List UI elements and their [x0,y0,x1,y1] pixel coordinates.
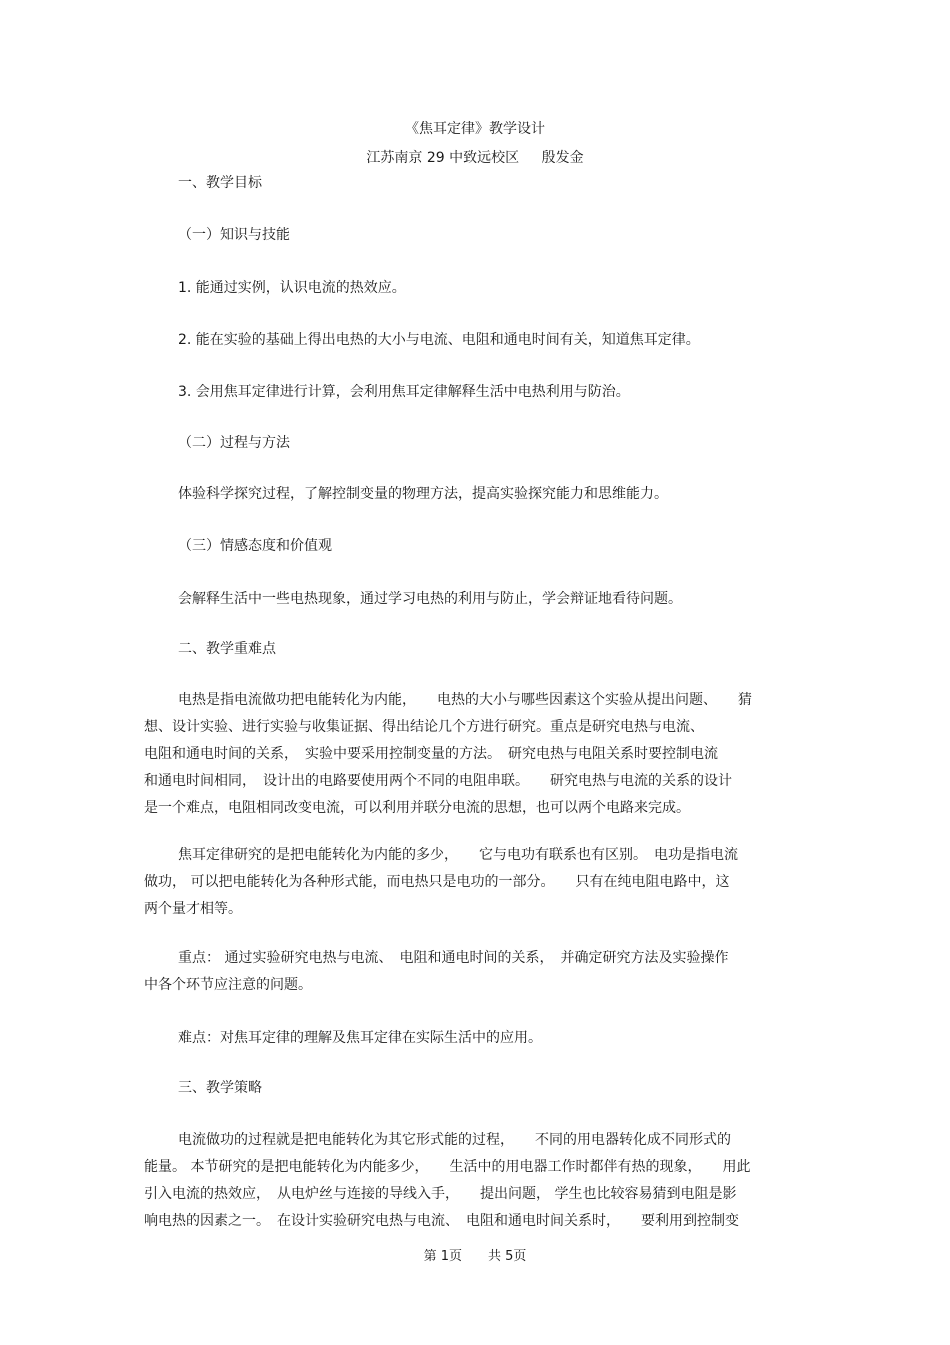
paragraph-line: 是一个难点，电阻相同改变电流，可以利用并联分电流的思想，也可以两个电路来完成。 [144,800,690,816]
section-heading-strategy: 三、教学策略 [178,1080,262,1096]
objective-item-3: 3. 会用焦耳定律进行计算，会利用焦耳定律解释生活中电热利用与防治。 [178,384,630,400]
objective-item-1: 1. 能通过实例，认识电流的热效应。 [178,280,406,296]
paragraph-line: 能量。 本节研究的是把电能转化为内能多少， 生活中的用电器工作时都伴有热的现象， 用此 [144,1159,751,1175]
paragraph-line: 想、设计实验、进行实验与收集证据、得出结论几个方进行研究。重点是研究电热与电流、 [144,719,704,735]
paragraph-line: 和通电时间相同， 设计出的电路要使用两个不同的电阻串联。 研究电热与电流的关系的设计 [144,773,732,789]
author-name: 殷发金 [541,150,584,166]
section-heading-objectives: 一、教学目标 [178,175,262,191]
subheading-attitude: （三）情感态度和价值观 [178,538,332,554]
objective-item-2: 2. 能在实验的基础上得出电热的大小与电流、电阻和通电时间有关，知道焦耳定律。 [178,332,700,348]
subheading-process: （二）过程与方法 [178,435,290,451]
paragraph-joule-law [144,842,809,923]
paragraph-line: 做功， 可以把电能转化为各种形式能，而电热只是电功的一部分。 只有在纯电阻电路中，这 [144,874,730,890]
page-title: 《焦耳定律》教学设计 [405,121,545,137]
paragraph-line: 电热是指电流做功把电能转化为内能， 电热的大小与哪些因素这个实验从提出问题、 猜 [178,692,752,708]
page-footer: 第 1页 共 5页 [423,1249,527,1264]
paragraph-line: 引入电流的热效应， 从电炉丝与连接的导线入手， 提出问题， 学生也比较容易猜到电阻是影 [144,1186,737,1202]
attitude-text: 会解释生活中一些电热现象，通过学习电热的利用与防止，学会辩证地看待问题。 [178,591,682,607]
paragraph-line: 响电热的因素之一。 在设计实验研究电热与电流、 电阻和通电时间关系时， 要利用到控制变 [144,1213,739,1229]
process-text: 体验科学探究过程，了解控制变量的物理方法，提高实验探究能力和思维能力。 [178,486,668,502]
paragraph-line: 电流做功的过程就是把电能转化为其它形式能的过程， 不同的用电器转化成不同形式的 [178,1132,731,1148]
paragraph-strategy [144,1127,809,1235]
paragraph-line: 重点： 通过实验研究电热与电流、 电阻和通电时间的关系， 并确定研究方法及实验操作 [178,950,729,966]
paragraph-line: 焦耳定律研究的是把电能转化为内能的多少， 它与电功有联系也有区别。 电功是指电流 [178,847,738,863]
section-heading-key-points: 二、教学重难点 [178,641,276,657]
paragraph-line: 中各个环节应注意的问题。 [144,977,312,993]
paragraph-line: 两个量才相等。 [144,901,242,917]
difficult-point: 难点：对焦耳定律的理解及焦耳定律在实际生活中的应用。 [178,1030,542,1046]
subheading-knowledge: （一）知识与技能 [178,227,290,243]
paragraph-key-point [144,945,809,999]
author-line [0,150,950,166]
paragraph-electric-heat [144,687,809,822]
paragraph-line: 电阻和通电时间的关系， 实验中要采用控制变量的方法。 研究电热与电阻关系时要控制电流 [144,746,718,762]
author-school: 江苏南京 29 中致远校区 [366,150,520,166]
